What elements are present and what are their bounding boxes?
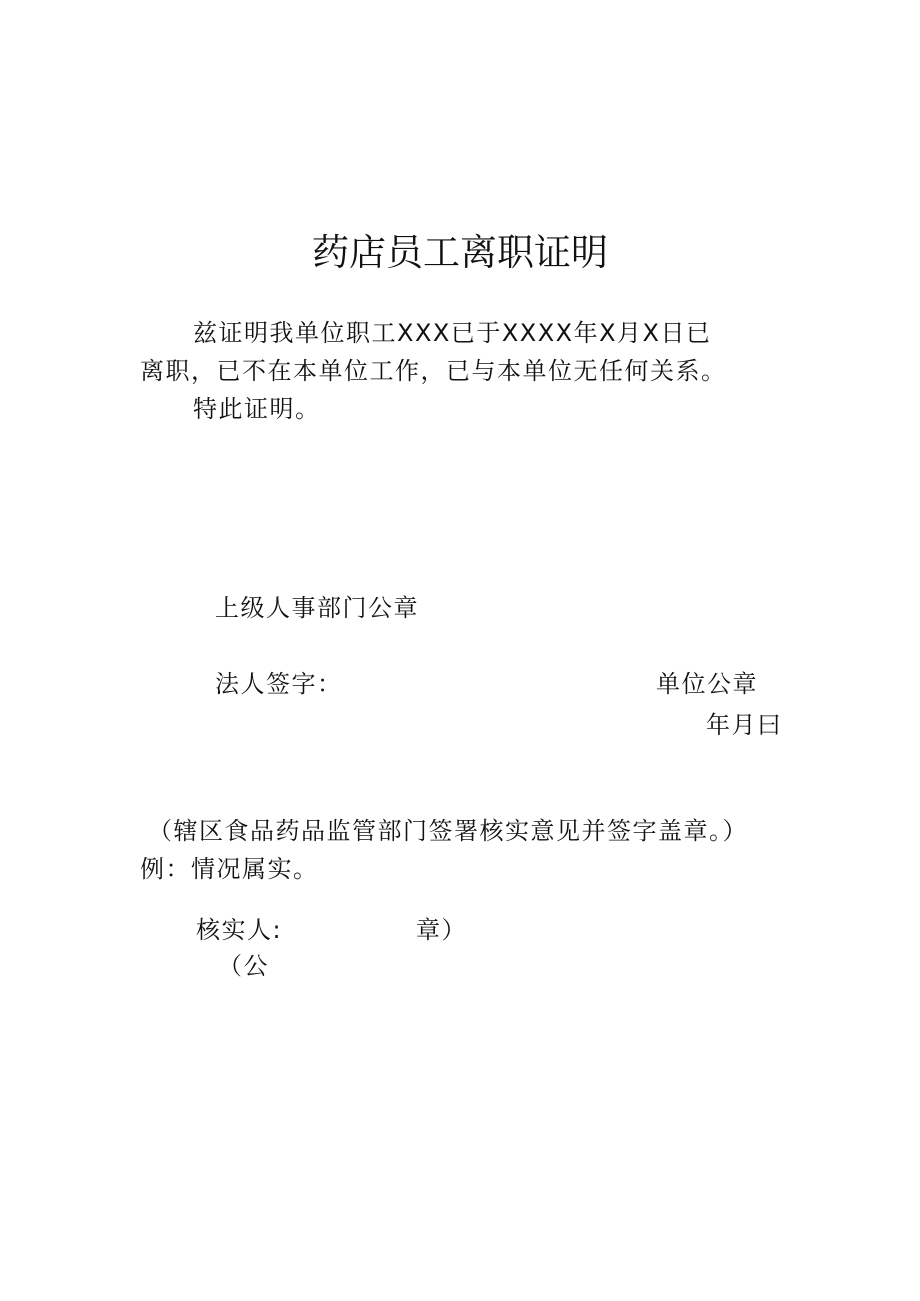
verification-example: 例：情况属实。 [140, 855, 319, 883]
legal-rep-signature-label: 法人签字： [215, 670, 343, 698]
superior-hr-seal-label: 上级人事部门公章 [215, 594, 419, 622]
verifier-label: 核实人: [196, 916, 283, 944]
body-line-2: 离职，已不在本单位工作，已与本单位无任何关系。 [140, 357, 727, 385]
verification-instruction: （辖区食品药品监管部门签署核实意见并签字盖章。） [148, 817, 748, 845]
document-title: 药店员工离职证明 [312, 231, 608, 274]
body-line-1: 兹证明我单位职工XXX已于XXXX年X月X日已 [193, 319, 712, 347]
date-label: 年月曰 [706, 711, 783, 739]
body-line-3: 特此证明。 [193, 395, 321, 423]
seal-fragment-left: （公 [218, 952, 269, 980]
unit-seal-label: 单位公章 [656, 670, 758, 698]
seal-fragment-right: 章） [416, 916, 467, 944]
